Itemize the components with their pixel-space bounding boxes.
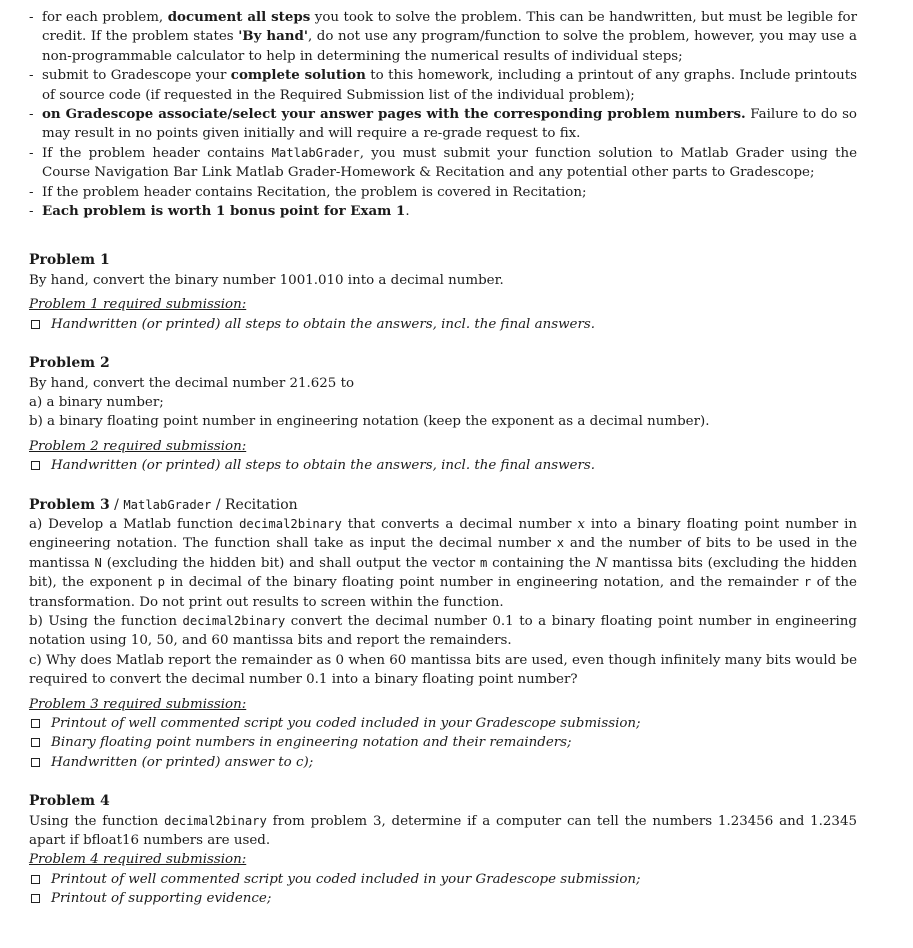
checkbox-icon <box>31 894 40 903</box>
checkbox-icon <box>31 719 40 728</box>
problem-1-text: By hand, convert the binary number 1001.010 into a decimal number. <box>29 272 504 288</box>
checkbox-icon <box>31 758 40 767</box>
checklist-item: Printout of supporting evidence; <box>29 889 857 908</box>
checklist-item: Handwritten (or printed) all steps to obtain the answers, incl. the final answers. <box>29 315 857 334</box>
checklist-item: Printout of well commented script you coded included in your Gradescope submission; <box>29 870 857 889</box>
problem-2-title: Problem 2 <box>29 355 110 372</box>
problem-3-part-a: a) Develop a Matlab function decimal2binary that converts a decimal number x into a binary floating point number in engineering notation. The function shall take as input the decimal number x and the number of bits to be used in the mantissa N (excluding the hidden bit) and shall output the vector m containing the N mantissa bits (excluding the hidden bit), the exponent p in decimal of the binary floating point number in engineering notation, and the remainder r of the transformation. Do not print out results to screen within the function. <box>29 516 858 610</box>
instruction-bullet: - If the problem header contains MatlabGrader, you must submit your function solution to Matlab Grader using the Course Navigation Bar Link Matlab Grader-Homework & Recitation and any potential other parts to Gradescope; <box>29 145 858 181</box>
checklist-item: Handwritten (or printed) answer to c); <box>29 753 857 772</box>
checklist-item: Printout of well commented script you coded included in your Gradescope submission; <box>29 714 857 733</box>
instruction-bullet: - Each problem is worth 1 bonus point for Exam 1. <box>29 203 410 220</box>
checkbox-icon <box>31 875 40 884</box>
problem-2-part-b: b) a binary floating point number in engineering notation (keep the exponent as a decimal number). <box>29 414 710 430</box>
problem-4-required-heading: Problem 4 required submission: <box>29 852 247 868</box>
checkbox-icon <box>31 320 40 329</box>
instruction-bullet: - If the problem header contains Recitation, the problem is covered in Recitation; <box>29 184 587 200</box>
problem-4-title: Problem 4 <box>29 793 110 810</box>
instruction-bullet: - submit to Gradescope your complete solution to this homework, including a printout of any graphs. Include printouts of source code (if requested in the Required Submission list of the individual problem); <box>29 67 858 103</box>
checklist-item: Handwritten (or printed) all steps to obtain the answers, incl. the final answers. <box>29 456 857 475</box>
homework-document <box>29 8 857 909</box>
problem-3-part-b: b) Using the function decimal2binary convert the decimal number 0.1 to a binary floating point number in engineering notation using 10, 50, and 60 mantissa bits and report the remainders. <box>29 613 857 649</box>
checkbox-icon <box>31 738 40 747</box>
problem-2-text: By hand, convert the decimal number 21.625 to <box>29 375 355 391</box>
problem-2-part-a: a) a binary number; <box>29 394 164 410</box>
instruction-bullet: - on Gradescope associate/select your answer pages with the corresponding problem numbers. Failure to do so may result in no points given initially and will require a re-grade request to fix. <box>29 106 857 142</box>
instruction-bullet: - for each problem, document all steps you took to solve the problem. This can be handwritten, but must be legible for credit. If the problem states 'By hand', do not use any program/function to solve the problem, however, you may use a non-programmable calculator to help in determining the numerical results of individual steps; <box>29 9 858 64</box>
problem-2-required-heading: Problem 2 required submission: <box>29 438 247 454</box>
problem-3-part-c: c) Why does Matlab report the remainder as 0 when 60 mantissa bits are used, even though infinitely many bits would be required to convert the decimal number 0.1 into a binary floating point number? <box>29 652 857 688</box>
problem-3-title: Problem 3 / MatlabGrader / Recitation <box>29 496 298 513</box>
problem-1-required-heading: Problem 1 required submission: <box>29 297 247 313</box>
problem-3-required-heading: Problem 3 required submission: <box>29 696 247 712</box>
checklist-item: Binary floating point numbers in engineering notation and their remainders; <box>29 733 857 752</box>
checkbox-icon <box>31 461 40 470</box>
problem-1-title: Problem 1 <box>29 252 110 269</box>
problem-4-text: Using the function decimal2binary from problem 3, determine if a computer can tell the numbers 1.23456 and 1.2345 apart if bfloat16 numbers are used. <box>29 813 857 849</box>
